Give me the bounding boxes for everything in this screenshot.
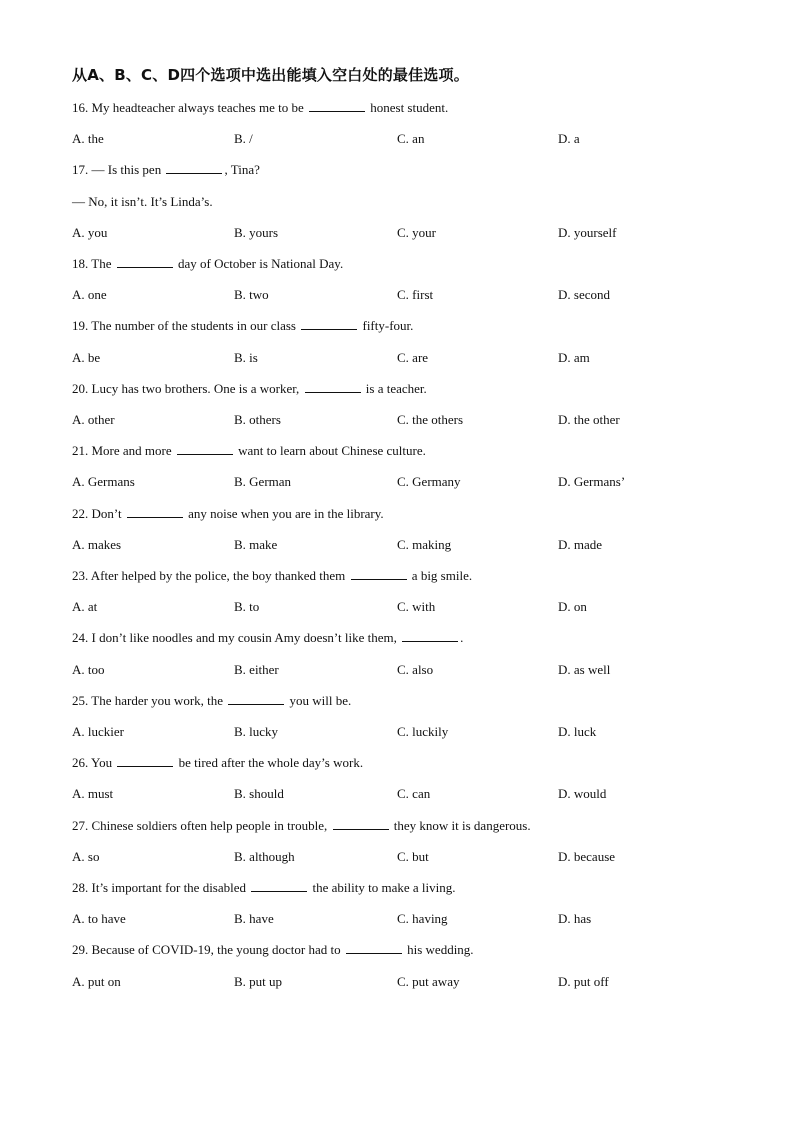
- answer-option-c: C. with: [397, 599, 436, 615]
- question-stem: [72, 381, 427, 397]
- answer-option-a: A. so: [72, 848, 100, 864]
- answer-option-c: C. put away: [397, 973, 460, 989]
- answer-option-c: C. your: [397, 224, 436, 240]
- answer-option-a: A. be: [72, 349, 101, 365]
- stem-before: 28. It’s important for the disabled: [72, 880, 247, 895]
- answer-option-c: C. Germany: [397, 474, 461, 490]
- answer-option-a: A. the: [72, 131, 104, 147]
- answer-blank: [251, 880, 307, 892]
- answer-option-b: B. although: [234, 848, 295, 864]
- answer-option-d: D. second: [558, 287, 610, 303]
- answer-option-d: D. has: [558, 911, 592, 927]
- answer-blank: [177, 443, 233, 455]
- answer-blank: [305, 381, 361, 393]
- answer-option-c: C. making: [397, 536, 452, 552]
- stem-before: 21. More and more: [72, 443, 172, 459]
- answer-option-a: A. must: [72, 786, 114, 802]
- answer-option-d: D. because: [558, 848, 616, 864]
- stem-after: is a teacher.: [365, 380, 427, 396]
- answer-option-c: C. an: [397, 131, 425, 147]
- answer-option-d: D. yourself: [558, 224, 617, 240]
- stem-before: 23. After helped by the police, the boy thanked them: [72, 568, 346, 583]
- question-stem: [72, 755, 363, 771]
- answer-option-c: C. the others: [397, 412, 464, 427]
- answer-blank: [117, 755, 173, 767]
- stem-after: day of October is National Day.: [177, 256, 344, 271]
- stem-after: any noise when you are in the library.: [188, 505, 384, 521]
- stem-before: 18. The: [72, 256, 112, 271]
- stem-before: 27. Chinese soldiers often help people in trouble,: [72, 817, 328, 833]
- answer-option-c: C. first: [397, 287, 434, 303]
- answer-option-c: C. can: [397, 786, 431, 802]
- stem-after: you will be.: [289, 692, 352, 708]
- answer-option-b: B. /: [234, 131, 253, 147]
- answer-option-b: B. either: [234, 661, 279, 677]
- question-stem: [72, 568, 472, 584]
- answer-option-a: A. you: [72, 224, 108, 240]
- answer-option-b: B. yours: [234, 224, 279, 240]
- answer-option-b: B. two: [234, 287, 269, 303]
- question-stem: [72, 942, 474, 958]
- answer-option-b: B. lucky: [234, 724, 279, 739]
- answer-option-a: A. one: [72, 287, 107, 303]
- stem-after: they know it is dangerous.: [393, 817, 531, 833]
- answer-option-b: B. make: [234, 536, 278, 552]
- question-stem: [72, 693, 351, 709]
- stem-before: 24. I don’t like noodles and my cousin Amy doesn’t like them,: [72, 630, 397, 646]
- answer-option-a: A. makes: [72, 536, 122, 552]
- answer-option-c: C. having: [397, 911, 448, 927]
- answer-option-b: B. should: [234, 786, 284, 802]
- answer-blank: [351, 568, 407, 580]
- answer-option-a: A. too: [72, 661, 105, 677]
- question-stem: [72, 506, 384, 522]
- answer-option-b: B. put up: [234, 973, 283, 989]
- stem-after: , Tina?: [224, 162, 260, 178]
- answer-option-d: D. put off: [558, 973, 609, 989]
- section-instruction: 从A、B、C、D四个选项中选出能填入空白处的最佳选项。: [72, 66, 469, 84]
- question-stem: [72, 630, 463, 646]
- stem-before: 25. The harder you work, the: [72, 692, 224, 708]
- stem-before: 22. Don’t: [72, 505, 122, 521]
- answer-option-d: D. as well: [558, 661, 611, 677]
- answer-option-d: D. on: [558, 599, 587, 615]
- stem-after: the ability to make a living.: [312, 880, 456, 895]
- answer-blank: [228, 693, 284, 705]
- answer-blank: [309, 100, 365, 112]
- answer-option-b: B. have: [234, 911, 274, 927]
- answer-option-b: B. to: [234, 599, 260, 615]
- stem-after: his wedding.: [407, 942, 474, 958]
- stem-before: 20. Lucy has two brothers. One is a worker,: [72, 380, 300, 396]
- answer-option-d: D. luck: [558, 724, 597, 739]
- answer-option-a: A. Germans: [72, 474, 135, 490]
- stem-before: 26. You: [72, 755, 113, 771]
- answer-option-b: B. others: [234, 412, 281, 427]
- stem-after: a big smile.: [411, 568, 473, 583]
- question-stem: [72, 443, 426, 459]
- stem-after: be tired after the whole day’s work.: [178, 755, 364, 771]
- answer-option-c: C. also: [397, 661, 434, 677]
- stem-after: .: [460, 630, 464, 646]
- answer-blank: [166, 162, 222, 174]
- question-stem: [72, 256, 343, 272]
- answer-option-a: A. put on: [72, 973, 121, 989]
- answer-option-b: B. is: [234, 349, 258, 365]
- dialogue-reply: — No, it isn’t. It’s Linda’s.: [72, 193, 213, 209]
- stem-before: 29. Because of COVID-19, the young doctor had to: [72, 942, 341, 958]
- answer-option-d: D. a: [558, 131, 580, 147]
- answer-option-a: A. to have: [72, 911, 126, 927]
- answer-blank: [301, 318, 357, 330]
- question-stem: [72, 162, 260, 178]
- answer-option-a: A. other: [72, 412, 115, 427]
- stem-after: honest student.: [370, 100, 449, 115]
- stem-before: 17. — Is this pen: [72, 162, 162, 178]
- question-stem: [72, 880, 456, 896]
- answer-option-c: C. but: [397, 848, 429, 864]
- stem-before: 19. The number of the students in our class: [72, 318, 296, 334]
- answer-blank: [333, 818, 389, 830]
- stem-after: fifty-four.: [362, 318, 414, 334]
- answer-blank: [402, 630, 458, 642]
- stem-before: 16. My headteacher always teaches me to be: [72, 100, 304, 115]
- answer-option-b: B. German: [234, 474, 292, 490]
- answer-option-d: D. am: [558, 349, 590, 365]
- answer-blank: [346, 942, 402, 954]
- answer-blank: [127, 506, 183, 518]
- answer-blank: [117, 256, 173, 268]
- answer-option-a: A. at: [72, 599, 98, 615]
- question-stem: [72, 818, 531, 834]
- stem-after: want to learn about Chinese culture.: [238, 443, 426, 459]
- answer-option-d: D. would: [558, 786, 607, 802]
- answer-option-d: D. Germans’: [558, 474, 626, 490]
- answer-option-c: C. luckily: [397, 724, 449, 739]
- answer-option-d: D. the other: [558, 412, 620, 427]
- answer-option-c: C. are: [397, 349, 429, 365]
- question-stem: [72, 318, 413, 334]
- question-stem: [72, 100, 448, 116]
- answer-option-d: D. made: [558, 536, 603, 552]
- answer-option-a: A. luckier: [72, 724, 124, 739]
